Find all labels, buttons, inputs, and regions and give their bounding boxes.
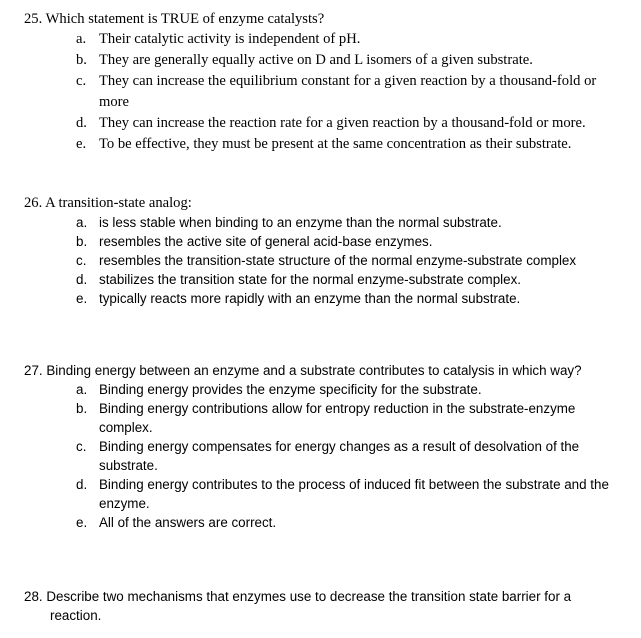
option-text: To be effective, they must be present at the same concentration as their substrate. [99, 136, 572, 152]
question-number: 25. [24, 11, 43, 27]
option-letter: b. [76, 52, 87, 68]
option-letter: b. [76, 401, 88, 416]
option-letter: e. [76, 136, 87, 152]
option-letter: c. [76, 253, 87, 268]
option-letter: a. [76, 382, 88, 397]
answer-option [24, 289, 623, 308]
question-number: 26. [24, 195, 43, 211]
answer-options [24, 213, 623, 308]
option-text: resembles the transition-state structure of the normal enzyme-substrate complex [99, 253, 577, 268]
question-stem [24, 10, 623, 29]
question-text: A transition-state analog: [45, 195, 192, 211]
answer-option [24, 71, 623, 113]
option-text: They can increase the equilibrium constant for a given reaction by a thousand-fold or more [99, 73, 597, 110]
option-letter: d. [76, 477, 88, 492]
option-text: They can increase the reaction rate for a given reaction by a thousand-fold or more. [99, 115, 586, 131]
answer-options [24, 29, 623, 155]
answer-option [24, 380, 623, 399]
answer-option [24, 232, 623, 251]
answer-option [24, 399, 623, 437]
option-text: resembles the active site of general acid-base enzymes. [99, 234, 433, 249]
option-letter: c. [76, 439, 87, 454]
question-stem [24, 194, 623, 213]
question-27 [24, 361, 623, 532]
answer-option [24, 134, 623, 155]
question-number: 27. [24, 363, 43, 378]
option-letter: e. [76, 515, 88, 530]
question-text: Binding energy between an enzyme and a substrate contributes to catalysis in which way? [46, 363, 582, 378]
option-letter: a. [76, 215, 88, 230]
answer-option [24, 513, 623, 532]
option-text: typically reacts more rapidly with an enzyme than the normal substrate. [99, 291, 521, 306]
option-text: All of the answers are correct. [99, 515, 277, 530]
option-text: stabilizes the transition state for the normal enzyme-substrate complex. [99, 272, 521, 287]
answer-option [24, 475, 623, 513]
option-text: Binding energy contributes to the process of induced fit between the substrate and the enzyme. [99, 477, 609, 511]
option-text: Binding energy contributions allow for entropy reduction in the substrate-enzyme complex. [99, 401, 576, 435]
answer-option [24, 213, 623, 232]
question-25 [24, 10, 623, 155]
option-letter: d. [76, 115, 87, 131]
option-text: is less stable when binding to an enzyme than the normal substrate. [99, 215, 502, 230]
answer-option [24, 270, 623, 289]
answer-options [24, 380, 623, 532]
question-26 [24, 194, 623, 308]
question-text: Describe two mechanisms that enzymes use to decrease the transition state barrier for a reaction. [46, 589, 572, 623]
option-text: Their catalytic activity is independent of pH. [99, 31, 361, 47]
question-number: 28. [24, 589, 43, 604]
question-stem [24, 587, 623, 625]
option-text: They are generally equally active on D and L isomers of a given substrate. [99, 52, 533, 68]
question-text: Which statement is TRUE of enzyme catalysts? [45, 11, 325, 27]
answer-option [24, 437, 623, 475]
option-letter: d. [76, 272, 88, 287]
answer-option [24, 50, 623, 71]
question-stem [24, 361, 623, 380]
question-28 [24, 587, 623, 625]
option-text: Binding energy compensates for energy changes as a result of desolvation of the substrate. [99, 439, 580, 473]
answer-option [24, 29, 623, 50]
option-text: Binding energy provides the enzyme specificity for the substrate. [99, 382, 482, 397]
answer-option [24, 113, 623, 134]
option-letter: b. [76, 234, 88, 249]
option-letter: c. [76, 73, 87, 89]
answer-option [24, 251, 623, 270]
option-letter: a. [76, 31, 87, 47]
option-letter: e. [76, 291, 88, 306]
